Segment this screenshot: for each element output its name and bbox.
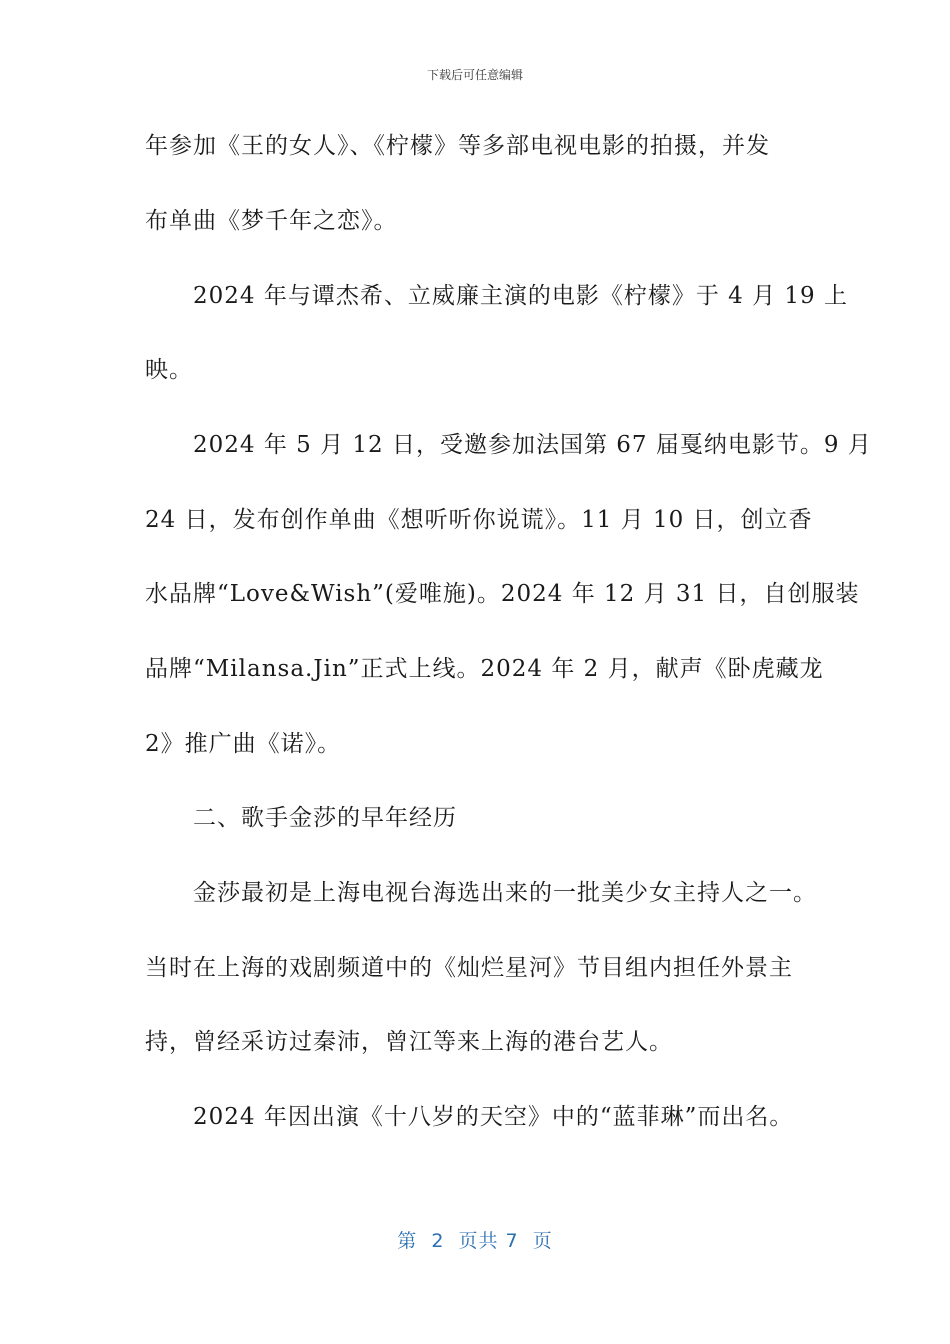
paragraph-line: 映。: [145, 357, 193, 383]
paragraph-line: 2024 年与谭杰希、立威廉主演的电影《柠檬》于 4 月 19 上: [193, 283, 848, 309]
paragraph-line: 24 日，发布创作单曲《想听听你说谎》。11 月 10 日，创立香: [145, 507, 813, 533]
page-header: 下载后可任意编辑: [426, 68, 523, 82]
paragraph-line: 2024 年因出演《十八岁的天空》中的“蓝菲琳”而出名。: [193, 1104, 794, 1130]
section-heading: 二、歌手金莎的早年经历: [193, 805, 457, 831]
paragraph-line: 水品牌“Love&Wish”(爱唯施)。2024 年 12 月 31 日，自创服装: [145, 581, 860, 607]
paragraph-line: 年参加《王的女人》、《柠檬》等多部电视电影的拍摄，并发: [145, 133, 770, 159]
paragraph-line: 当时在上海的戏剧频道中的《灿烂星河》节目组内担任外景主: [145, 955, 793, 981]
page-number-footer: 第 2 页共 7 页: [397, 1230, 553, 1252]
paragraph-line: 金莎最初是上海电视台海选出来的一批美少女主持人之一。: [193, 880, 817, 906]
paragraph-line: 持，曾经采访过秦沛，曾江等来上海的港台艺人。: [145, 1029, 673, 1055]
paragraph-line: 2》推广曲《诺》。: [145, 731, 342, 757]
paragraph-line: 布单曲《梦千年之恋》。: [145, 208, 398, 234]
paragraph-line: 品牌“Milansa.Jin”正式上线。2024 年 2 月，献声《卧虎藏龙: [145, 656, 824, 682]
paragraph-line: 2024 年 5 月 12 日，受邀参加法国第 67 届戛纳电影节。9 月: [193, 432, 872, 458]
